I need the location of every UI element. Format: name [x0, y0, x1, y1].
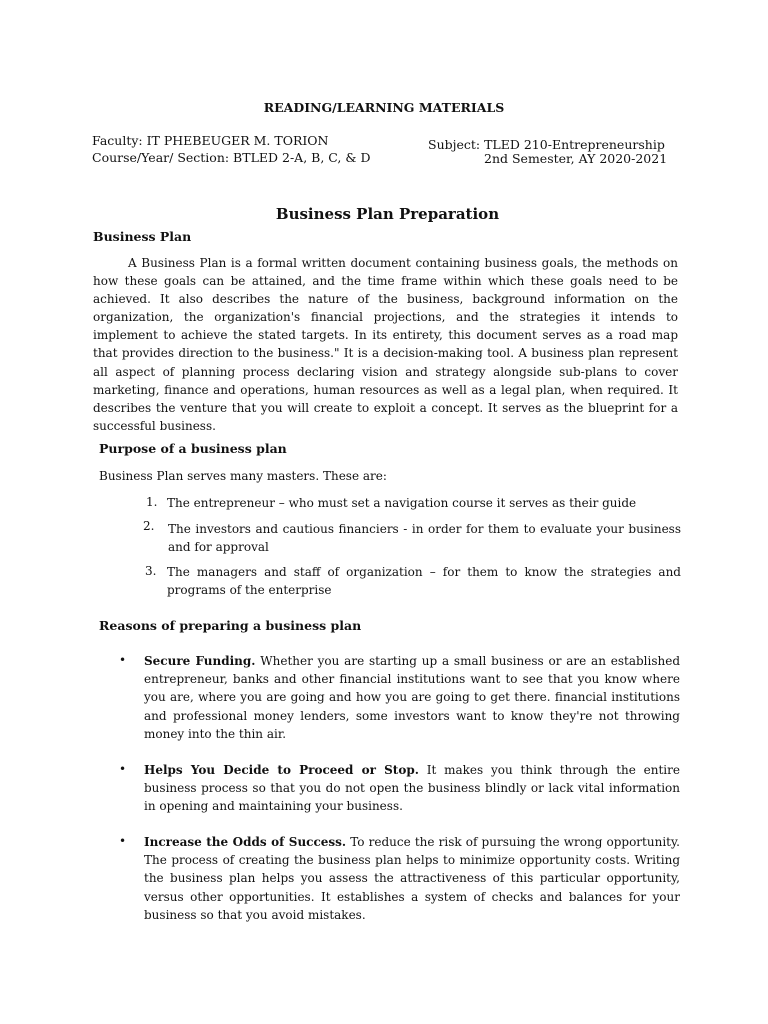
bullet-item-lead: Helps You Decide to Proceed or Stop. [144, 763, 419, 777]
list-item: The entrepreneur – who must set a navigation course it serves as their guide [167, 496, 637, 510]
bullet-item-text: To reduce the risk of pursuing the wrong opportunity. The process of creating the business plan helps to minimize opportunity costs. Writing the business plan helps you assess the attractiveness of this particular opportunity, versus other opportunities. It establishes a system of checks and balances for your business so that you avoid mistakes. [144, 835, 680, 922]
document-header-title: READING/LEARNING MATERIALS [263, 100, 505, 115]
section-heading-reasons: Reasons of preparing a business plan [99, 618, 362, 633]
list-number: 3. [145, 564, 157, 578]
bullet-item-lead: Increase the Odds of Success. [144, 835, 347, 849]
bullet-item [144, 761, 680, 816]
bullet-icon: • [119, 762, 127, 776]
purpose-intro: Business Plan serves many masters. These are: [99, 469, 387, 483]
bullet-item-text: Whether you are starting up a small business or are an established entrepreneur, banks and other financial institutions want to see that you know where you are, where you are going and how you are going to get there. financial institutions and professional money lenders, some investors want to know they're not throwing money into the thin air. [144, 654, 681, 741]
bullet-item-lead: Secure Funding. [144, 654, 256, 668]
faculty-line: Faculty: IT PHEBEUGER M. TORION [92, 133, 329, 148]
section-heading-business-plan: Business Plan [93, 229, 192, 244]
list-item: The managers and staff of organization – for them to know the strategies and programs of the enterprise [167, 565, 681, 597]
bullet-item-text: It makes you think through the entire business process so that you do not open the business blindly or lack vital information in opening and maintaining your business. [144, 763, 680, 814]
list-number: 2. [143, 519, 155, 533]
semester-line: 2nd Semester, AY 2020-2021 [484, 151, 668, 166]
list-number: 1. [146, 495, 158, 509]
section-heading-purpose: Purpose of a business plan [99, 441, 287, 456]
subject-line: Subject: TLED 210-Entrepreneurship [428, 137, 665, 152]
bullet-icon: • [119, 653, 127, 667]
business-plan-paragraph: A Business Plan is a formal written document containing business goals, the methods on how these goals can be attained, and the time frame within which these goals need to be achieved. It also describes the nature of the business, background information on the organization, the organization's financial projections, and the strategies it intends to implement to achieve the stated targets. In its entirety, this document serves as a road map that provides direction to the business." It is a decision-making tool. A business plan represent all aspect of planning process declaring vision and strategy alongside sub-plans to cover marketing, finance and operations, human resources as well as a legal plan, when required. It describes the venture that you will create to exploit a concept. It serves as the blueprint for a successful business. [93, 256, 678, 433]
bullet-item [144, 833, 680, 924]
bullet-item [144, 652, 680, 743]
list-item: The investors and cautious financiers - in order for them to evaluate your business and for approval [168, 522, 681, 554]
page-title: Business Plan Preparation [275, 205, 500, 223]
course-line: Course/Year/ Section: BTLED 2-A, B, C, & D [92, 150, 371, 165]
bullet-icon: • [119, 834, 127, 848]
